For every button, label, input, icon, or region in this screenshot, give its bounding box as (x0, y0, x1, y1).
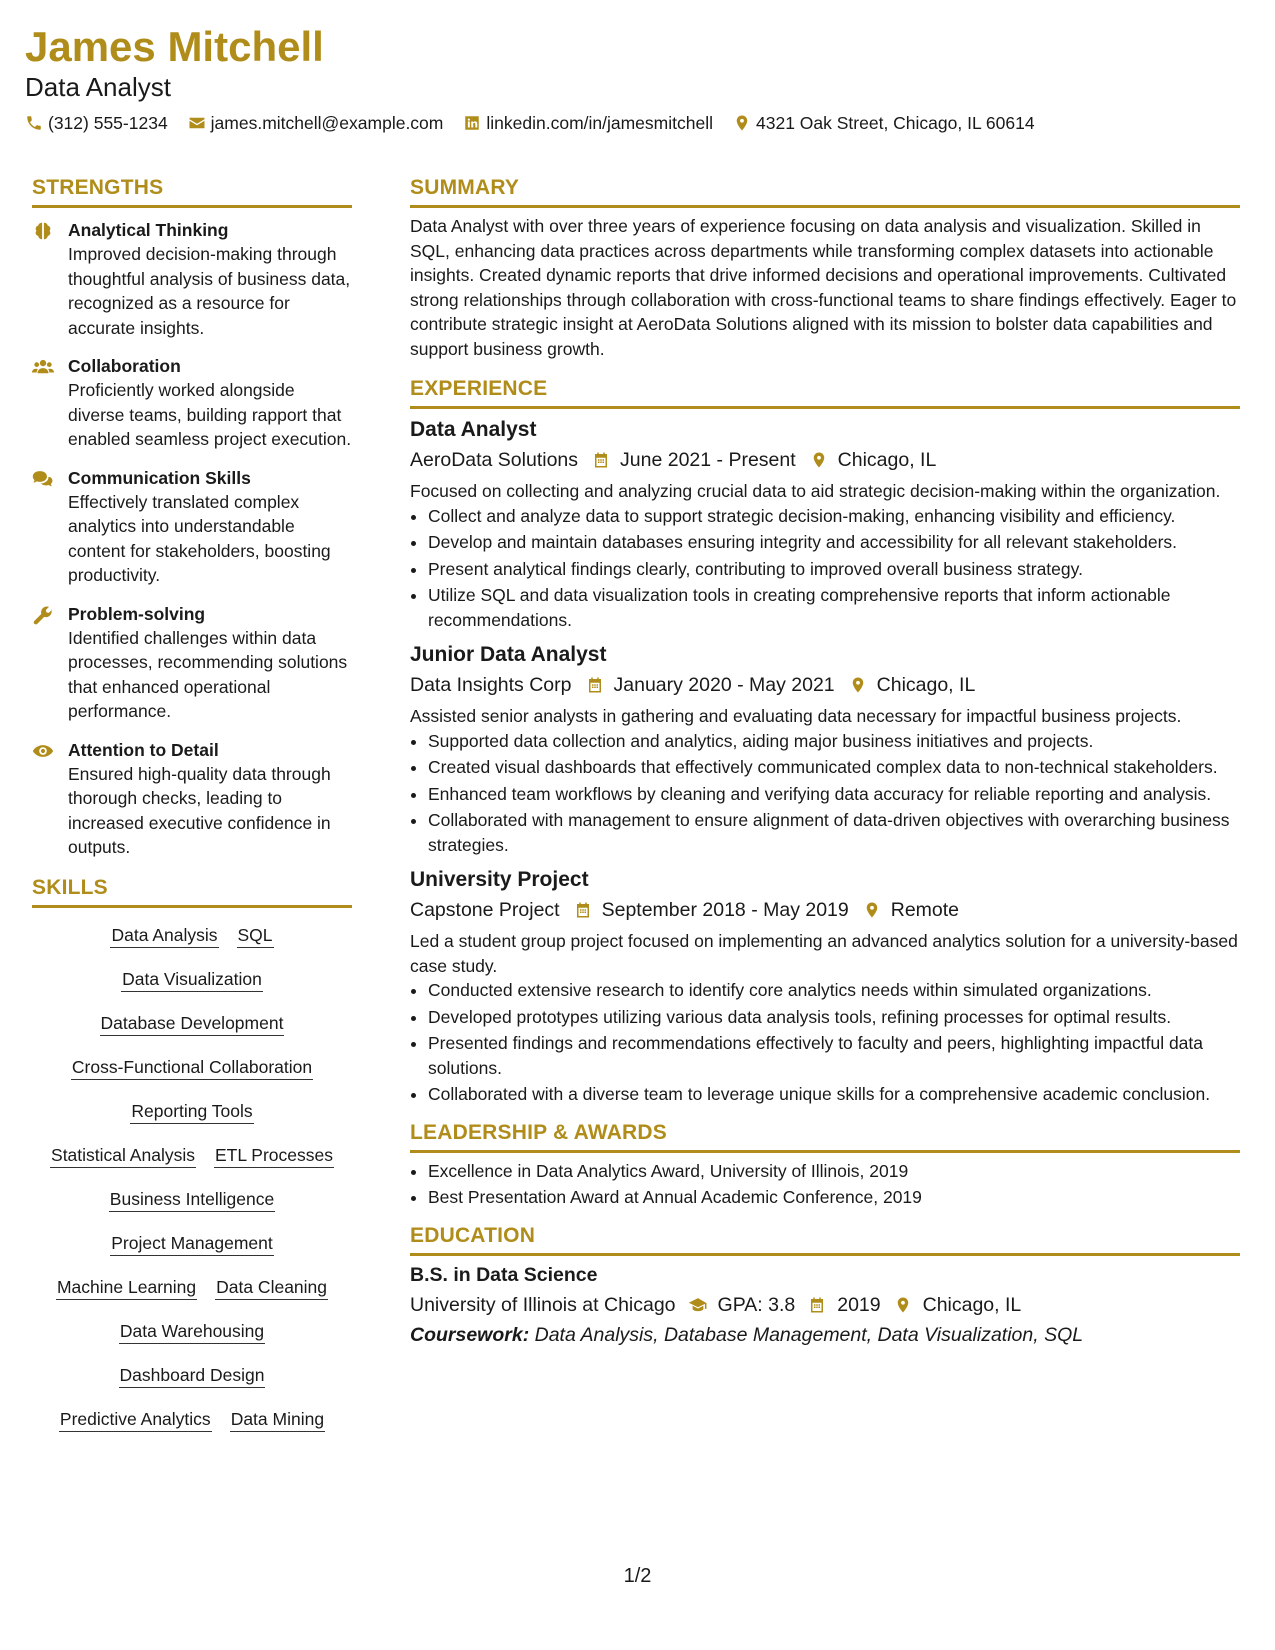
strength-item (32, 738, 352, 860)
experience-heading: EXPERIENCE (410, 377, 548, 400)
skill-row (32, 1056, 352, 1080)
skill-row (32, 1188, 352, 1212)
strength-description: Improved decision-making through thoughtful analysis of business data, recognized as a resource for accurate insights. (68, 244, 351, 338)
skill-row (32, 1012, 352, 1036)
envelope-icon (188, 114, 206, 132)
job-location-wrap (810, 445, 937, 475)
users-icon (32, 356, 54, 378)
awards-heading: LEADERSHIP & AWARDS (410, 1120, 667, 1144)
job-bullets (410, 978, 1240, 1107)
skill-row (32, 1144, 352, 1168)
summary-section (410, 174, 1240, 361)
job-bullet: • Present analytical findings clearly, contributing to improved overall business strategy. (428, 557, 1240, 582)
job-bullet: • Presented findings and recommendations effectively to faculty and peers, highlighting impactful data solutions. (428, 1031, 1240, 1080)
job-entry (410, 865, 1240, 1107)
skill-tag: Statistical Analysis (50, 1144, 196, 1168)
candidate-name: James Mitchell (25, 23, 324, 70)
skill-row (32, 1276, 352, 1300)
job-bullets (410, 729, 1240, 858)
summary-text: Data Analyst with over three years of experience focusing on data analysis and visualization. Skilled in SQL, enhancing data practices across departments while transforming complex datasets into actionable insights. Created dynamic reports that drive informed decisions and operational improvements. Cultivated strong relationships through collaboration with cross-functional teams to share findings effectively. Eager to contribute strategic insight at AeroData Solutions aligned with its mission to bolster data capabilities and support business growth. (410, 216, 1237, 359)
job-description: Focused on collecting and analyzing crucial data to aid strategic decision-making within the organization. (410, 481, 1221, 501)
linkedin-link[interactable]: linkedin.com/in/jamesmitchell (486, 113, 713, 133)
education-meta (410, 1290, 1240, 1320)
strength-description: Proficiently worked alongside diverse teams, building rapport that enabled seamless project execution. (68, 380, 352, 449)
job-location: Remote (890, 899, 960, 921)
address-text: 4321 Oak Street, Chicago, IL 60614 (756, 113, 1035, 133)
job-description: Led a student group project focused on implementing an advanced analytics solution for a university-based case study. (410, 931, 1238, 976)
section-divider (410, 406, 1240, 409)
skill-tag: Data Visualization (121, 968, 263, 992)
strength-description: Ensured high-quality data through thorough checks, leading to increased executive confidence in outputs. (68, 763, 331, 857)
right-column (410, 174, 1240, 1350)
map-pin-icon (733, 114, 751, 132)
skill-row (32, 1364, 352, 1388)
skill-tag: Database Development (100, 1012, 285, 1036)
section-divider (410, 1150, 1240, 1153)
strengths-heading: STRENGTHS (32, 176, 164, 199)
job-dates: June 2021 - Present (620, 449, 796, 471)
map-pin-icon (893, 1296, 913, 1314)
page-number: 1/2 (623, 1565, 652, 1587)
skill-tag: Reporting Tools (130, 1100, 253, 1124)
awards-section (410, 1119, 1240, 1210)
skill-row (32, 1232, 352, 1256)
skills-section (32, 874, 352, 1432)
job-location: Chicago, IL (876, 674, 976, 696)
gpa: GPA: 3.8 (717, 1293, 796, 1316)
job-location: Chicago, IL (837, 449, 937, 471)
job-dates-wrap (586, 670, 835, 700)
wrench-icon (32, 604, 54, 626)
contact-bar (25, 110, 1225, 136)
job-bullet: • Utilize SQL and data visualization tools in creating comprehensive reports that inform actionable recommendations. (428, 583, 1240, 632)
contact-address (733, 110, 1035, 136)
strength-item (32, 218, 352, 340)
job-location-wrap (863, 895, 959, 925)
education-location: Chicago, IL (922, 1293, 1022, 1316)
job-bullet: • Supported data collection and analytics, aiding major business initiatives and projects. (428, 729, 1240, 754)
left-column (32, 174, 352, 1452)
award-item: • Best Presentation Award at Annual Academic Conference, 2019 (428, 1185, 1240, 1210)
job-entry (410, 415, 1240, 632)
brain-icon (32, 220, 54, 242)
strength-description: Identified challenges within data processes, recommending solutions that enhanced operational performance. (68, 627, 348, 721)
job-company: AeroData Solutions (410, 449, 579, 471)
job-meta (410, 445, 1240, 475)
job-description: Assisted senior analysts in gathering and evaluating data necessary for impactful business projects. (410, 706, 1182, 726)
skill-tag: Data Mining (230, 1408, 325, 1432)
experience-section (410, 375, 1240, 1107)
skill-tag: Business Intelligence (109, 1188, 275, 1212)
calendar-icon (807, 1296, 827, 1314)
section-divider (410, 1253, 1240, 1256)
skill-row (32, 1408, 352, 1432)
skill-tag: ETL Processes (214, 1144, 334, 1168)
coursework (410, 1320, 1240, 1350)
year-wrap (807, 1290, 880, 1320)
job-meta (410, 895, 1240, 925)
gpa-wrap (688, 1290, 796, 1320)
strength-title: Communication Skills (68, 467, 251, 488)
job-dates: January 2020 - May 2021 (613, 674, 835, 696)
strength-item (32, 602, 352, 724)
school-name: University of Illinois at Chicago (410, 1293, 676, 1316)
degree: B.S. in Data Science (410, 1263, 598, 1286)
job-location-wrap (849, 670, 976, 700)
skill-tag: Data Warehousing (119, 1320, 265, 1344)
coursework-label: Coursework: (410, 1323, 530, 1346)
skill-tag: SQL (237, 924, 274, 948)
job-bullet: • Enhanced team workflows by cleaning and verifying data accuracy for reliable reporting and analysis. (428, 782, 1240, 807)
resume-header (25, 22, 1225, 136)
contact-phone (25, 110, 168, 136)
job-meta (410, 670, 1240, 700)
phone-text: (312) 555-1234 (48, 113, 168, 133)
strength-item (32, 466, 352, 588)
map-pin-icon (863, 901, 881, 919)
graduation-year: 2019 (837, 1293, 881, 1316)
job-company: Data Insights Corp (410, 674, 572, 696)
strength-item (32, 354, 352, 452)
skill-row (32, 968, 352, 992)
eye-icon (32, 740, 54, 762)
job-bullet: • Develop and maintain databases ensuring integrity and accessibility for all relevant stakeholders. (428, 530, 1240, 555)
linkedin-icon (463, 114, 481, 132)
job-company: Capstone Project (410, 899, 560, 921)
job-title: Data Analyst (410, 418, 537, 441)
graduation-cap-icon (688, 1296, 708, 1314)
job-bullet: • Created visual dashboards that effectively communicated complex data to non-technical stakeholders. (428, 755, 1240, 780)
map-pin-icon (810, 451, 828, 469)
award-item: • Excellence in Data Analytics Award, University of Illinois, 2019 (428, 1159, 1240, 1184)
skill-tag: Machine Learning (56, 1276, 197, 1300)
job-bullet: • Collect and analyze data to support strategic decision-making, enhancing visibility and efficiency. (428, 504, 1240, 529)
education-heading: EDUCATION (410, 1223, 536, 1247)
map-pin-icon (849, 676, 867, 694)
coursework-list: Data Analysis, Database Management, Data Visualization, SQL (534, 1323, 1084, 1346)
education-section (410, 1222, 1240, 1350)
contact-linkedin[interactable] (463, 110, 713, 136)
job-entry (410, 640, 1240, 857)
job-bullet: • Collaborated with a diverse team to leverage unique skills for a comprehensive academic conclusion. (428, 1082, 1240, 1107)
strength-title: Analytical Thinking (68, 220, 229, 240)
strength-description: Effectively translated complex analytics into understandable content for stakeholders, boosting productivity. (68, 491, 331, 585)
summary-heading: SUMMARY (410, 176, 520, 199)
skill-tag: Data Cleaning (215, 1276, 328, 1300)
section-divider (32, 905, 352, 908)
strengths-section (32, 174, 352, 860)
email-link[interactable]: james.mitchell@example.com (210, 113, 444, 133)
strength-title: Problem-solving (68, 603, 206, 624)
awards-list (410, 1159, 1240, 1210)
skill-row (32, 924, 352, 948)
job-dates-wrap (574, 895, 849, 925)
skill-tag: Dashboard Design (119, 1364, 266, 1388)
phone-icon (25, 114, 43, 132)
strength-title: Collaboration (68, 356, 181, 376)
skill-tag: Project Management (110, 1232, 273, 1256)
job-bullet: • Developed prototypes utilizing various data analysis tools, refining processes for optimal results. (428, 1005, 1240, 1030)
job-bullet: • Collaborated with management to ensure alignment of data-driven objectives with overarching business strategies. (428, 808, 1240, 857)
edu-location-wrap (893, 1290, 1022, 1320)
skills-heading: SKILLS (32, 875, 108, 899)
contact-email[interactable] (188, 110, 444, 136)
strength-title: Attention to Detail (68, 739, 219, 760)
skill-tag: Cross-Functional Collaboration (71, 1056, 313, 1080)
section-divider (32, 205, 352, 208)
job-title: University Project (410, 868, 589, 891)
job-bullet: • Conducted extensive research to identify core analytics needs within simulated organizations. (428, 978, 1240, 1003)
job-dates-wrap (592, 445, 796, 475)
job-dates: September 2018 - May 2019 (601, 899, 849, 921)
calendar-icon (592, 451, 610, 469)
candidate-title: Data Analyst (25, 72, 171, 102)
skill-tag: Predictive Analytics (59, 1408, 212, 1432)
job-title: Junior Data Analyst (410, 643, 607, 666)
skill-tag: Data Analysis (110, 924, 218, 948)
section-divider (410, 205, 1240, 208)
calendar-icon (574, 901, 592, 919)
skill-row (32, 1100, 352, 1124)
job-bullets (410, 504, 1240, 633)
comments-icon (32, 468, 54, 490)
skill-row (32, 1320, 352, 1344)
calendar-icon (586, 676, 604, 694)
